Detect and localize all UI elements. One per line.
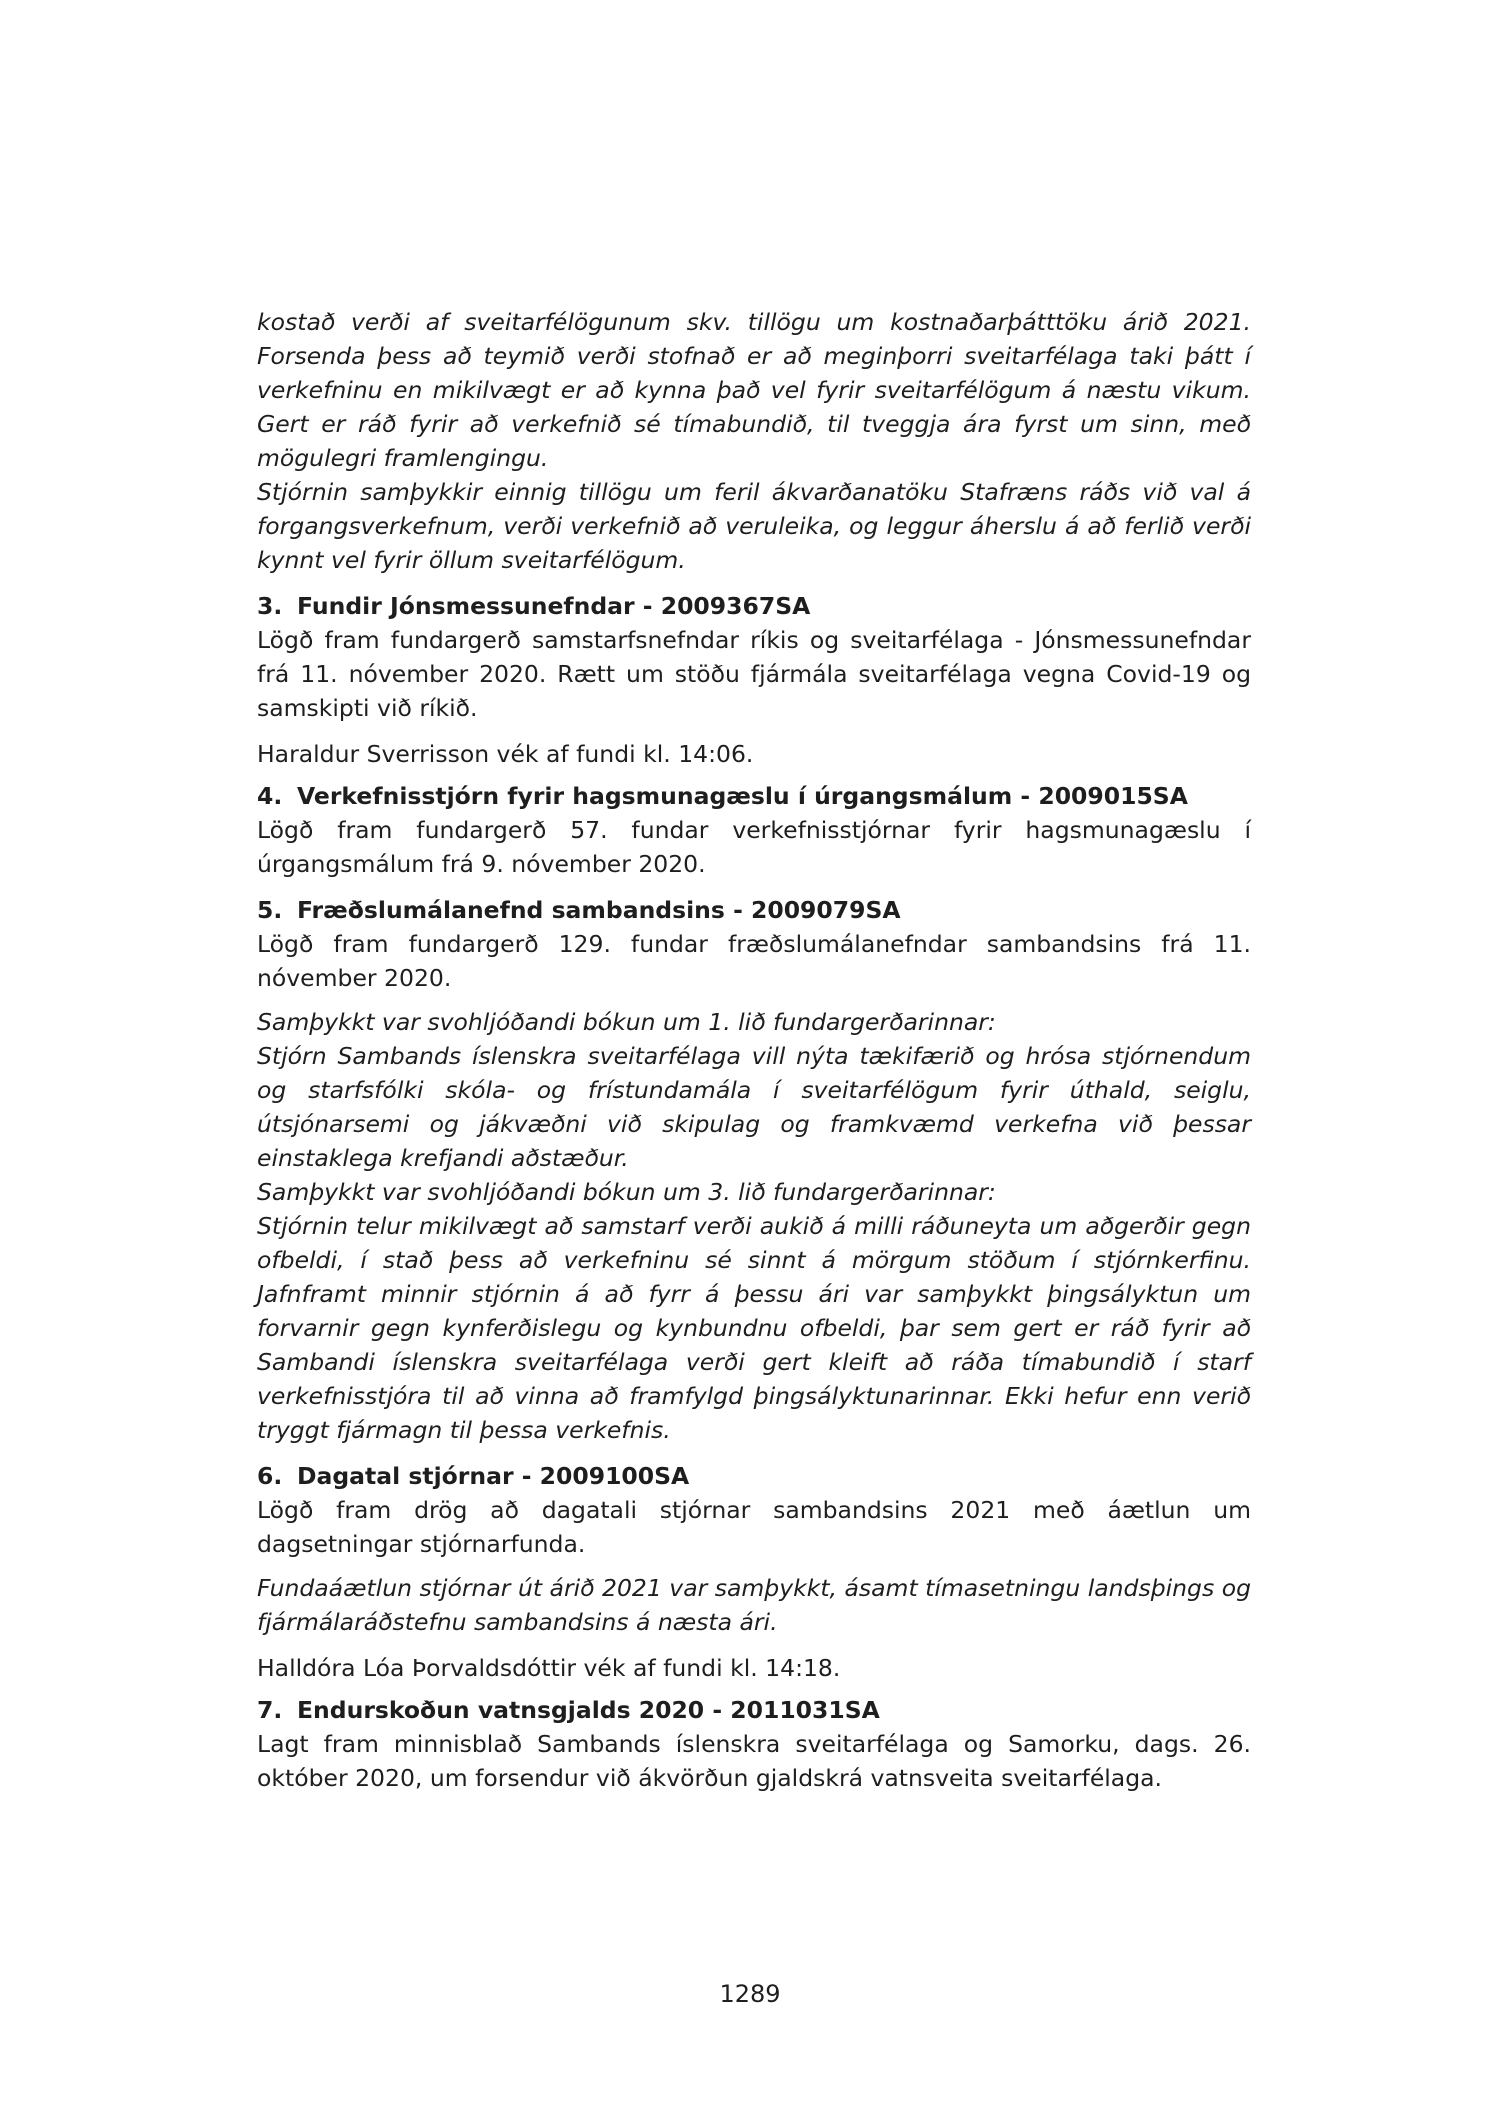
attendance-note-2: Halldóra Lóa Þorvaldsdóttir vék af fundi kl. 14:18. — [257, 1654, 841, 1682]
agenda-item-title: Endurskoðun vatnsgjalds 2020 - 2011031SA — [297, 1696, 880, 1724]
decision-2-text: Stjórnin telur mikilvægt að samstarf verði aukið á milli ráðuneyta um aðgerðir gegn ofbeldi, í stað þess að verkefninu sé sinnt á mörgum stöðum í stjórnkerfinu. Jafnframt minnir stjórnin á að fyrr á þessu ári var samþykkt þingsályktun um forvarnir gegn kynferðislegu og kynbundnu ofbeldi, þar sem gert er ráð fyrir að Sambandi íslenskra sveitarfélaga verði gert kleift að ráða tímabundið í starf verkefnisstjóra til að vinna að framfylgd þingsályktunarinnar. Ekki hefur enn verið tryggt fjármagn til þessa verkefnis. — [257, 1212, 1251, 1444]
agenda-item-title: Dagatal stjórnar - 2009100SA — [297, 1462, 690, 1490]
agenda-item-number: 7. — [257, 1696, 283, 1724]
agenda-item-6-heading — [257, 1459, 1251, 1493]
agenda-item-title: Verkefnisstjórn fyrir hagsmunagæslu í úrgangsmálum - 2009015SA — [297, 782, 1188, 810]
decision-1-intro: Samþykkt var svohljóðandi bókun um 1. lið fundargerðarinnar: — [257, 1008, 996, 1036]
agenda-item-number: 3. — [257, 592, 283, 620]
decision-1-text: Stjórn Sambands íslenskra sveitarfélaga vill nýta tækifærið og hrósa stjórnendum og starfsfólki skóla- og frístundamála í sveitarfélögum fyrir úthald, seiglu, útsjónarsemi og jákvæðni við skipulag og framkvæmd verkefna við þessar einstaklega krefjandi aðstæður. — [257, 1042, 1251, 1172]
agenda-item-7-heading — [257, 1693, 1251, 1727]
document-body — [257, 305, 1251, 1795]
page-number: 1289 — [719, 1980, 781, 2008]
intro-paragraph-1: kostað verði af sveitarfélögunum skv. tillögu um kostnaðarþátttöku árið 2021. Forsenda þess að teymið verði stofnað er að meginþorri sveitarfélaga taki þátt í verkefninu en mikilvægt er að kynna það vel fyrir sveitarfélögum á næstu vikum. Gert er ráð fyrir að verkefnið sé tímabundið, til tveggja ára fyrst um sinn, með mögulegri framlengingu. — [257, 308, 1251, 472]
agenda-item-title: Fundir Jónsmessunefndar - 2009367SA — [297, 592, 811, 620]
agenda-item-number: 5. — [257, 896, 283, 924]
agenda-item-number: 6. — [257, 1462, 283, 1490]
intro-paragraph-2: Stjórnin samþykkir einnig tillögu um feril ákvarðanatöku Stafræns ráðs við val á forgangsverkefnum, verði verkefnið að veruleika, og leggur áherslu á að ferlið verði kynnt vel fyrir öllum sveitarfélögum. — [257, 478, 1251, 574]
agenda-item-5-heading — [257, 893, 1251, 927]
agenda-item-3-body: Lögð fram fundargerð samstarfsnefndar ríkis og sveitarfélaga - Jónsmessunefndar frá 11. nóvember 2020. Rætt um stöðu fjármála sveitarfélaga vegna Covid-19 og samskipti við ríkið. — [257, 626, 1251, 722]
agenda-item-number: 4. — [257, 782, 283, 810]
attendance-note-1: Haraldur Sverrisson vék af fundi kl. 14:06. — [257, 740, 754, 768]
agenda-item-6-decision: Fundaáætlun stjórnar út árið 2021 var samþykkt, ásamt tímasetningu landsþings og fjármálaráðstefnu sambandsins á næsta ári. — [257, 1574, 1251, 1636]
agenda-item-5-body: Lögð fram fundargerð 129. fundar fræðslumálanefndar sambandsins frá 11. nóvember 2020. — [257, 930, 1251, 992]
decision-2-intro: Samþykkt var svohljóðandi bókun um 3. lið fundargerðarinnar: — [257, 1178, 996, 1206]
agenda-item-6-body: Lögð fram drög að dagatali stjórnar sambandsins 2021 með áætlun um dagsetningar stjórnarfunda. — [257, 1496, 1251, 1558]
agenda-item-3-heading — [257, 589, 1251, 623]
agenda-item-4-heading — [257, 779, 1251, 813]
agenda-item-title: Fræðslumálanefnd sambandsins - 2009079SA — [297, 896, 901, 924]
agenda-item-4-body: Lögð fram fundargerð 57. fundar verkefnisstjórnar fyrir hagsmunagæslu í úrgangsmálum frá 9. nóvember 2020. — [257, 816, 1251, 878]
agenda-item-7-body: Lagt fram minnisblað Sambands íslenskra sveitarfélaga og Samorku, dags. 26. október 2020, um forsendur við ákvörðun gjaldskrá vatnsveita sveitarfélaga. — [257, 1730, 1251, 1792]
